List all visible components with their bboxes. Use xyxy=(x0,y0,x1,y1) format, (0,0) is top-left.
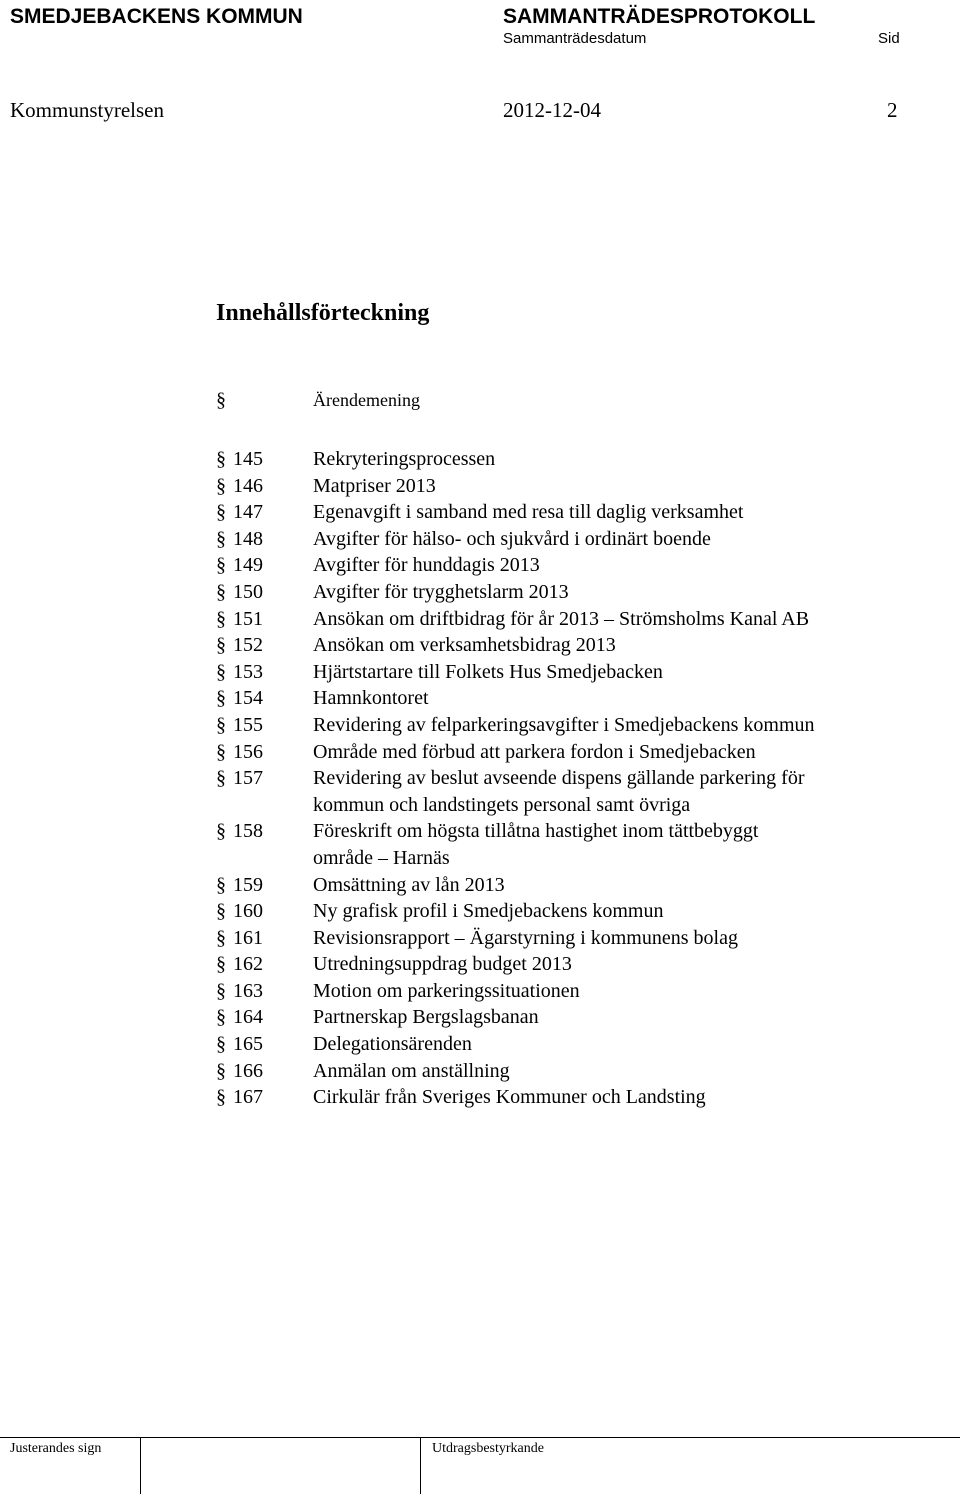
section-symbol: § xyxy=(216,448,226,470)
toc-item-number: 152 xyxy=(233,634,263,657)
toc-item xyxy=(216,1031,916,1058)
toc-item-number: 161 xyxy=(233,926,263,949)
toc-item xyxy=(216,1084,916,1111)
toc-item-title: Anmälan om anställning xyxy=(313,1059,510,1082)
section-symbol: § xyxy=(216,580,226,603)
toc-item-number: 147 xyxy=(233,501,263,524)
toc-item-title: Ny grafisk profil i Smedjebackens kommun xyxy=(313,900,664,923)
toc-item-number: 166 xyxy=(233,1059,263,1082)
section-symbol: § xyxy=(216,1006,226,1029)
section-symbol: § xyxy=(216,554,226,577)
toc-item-title: Hamnkontoret xyxy=(313,687,429,710)
toc-item xyxy=(216,872,916,899)
section-symbol: § xyxy=(216,820,226,843)
toc-item xyxy=(216,446,916,473)
toc-item xyxy=(216,898,916,925)
section-symbol: § xyxy=(216,527,226,550)
section-symbol: § xyxy=(216,389,226,411)
section-symbol: § xyxy=(216,1086,226,1109)
section-symbol: § xyxy=(216,660,226,683)
toc-item xyxy=(216,659,916,686)
toc-item-title: Partnerskap Bergslagsbanan xyxy=(313,1006,539,1029)
toc-item xyxy=(216,765,916,818)
toc-item-number: 163 xyxy=(233,979,263,1002)
toc-item-number: 155 xyxy=(233,713,263,736)
footer-column-divider xyxy=(140,1437,141,1494)
toc-item xyxy=(216,951,916,978)
toc-item-title: Motion om parkeringssituationen xyxy=(313,979,580,1002)
toc-item-title: område – Harnäs xyxy=(313,846,450,869)
section-symbol: § xyxy=(216,873,226,896)
section-symbol: § xyxy=(216,767,226,790)
toc-item xyxy=(216,606,916,633)
toc-item-number: 162 xyxy=(233,953,263,976)
section-symbol: § xyxy=(216,607,226,630)
toc-item-title: Revidering av beslut avseende dispens gällande parkering för xyxy=(313,767,805,790)
section-symbol: § xyxy=(216,926,226,949)
toc-item xyxy=(216,925,916,952)
toc-item-title: Rekryteringsprocessen xyxy=(313,448,496,470)
toc-item-title: Delegationsärenden xyxy=(313,1033,472,1056)
toc-item xyxy=(216,685,916,712)
section-symbol: § xyxy=(216,713,226,736)
toc-item-title: Område med förbud att parkera fordon i Smedjebacken xyxy=(313,740,756,763)
toc-column-header: Ärendemening xyxy=(313,390,420,410)
meeting-date: 2012-12-04 xyxy=(503,98,601,122)
toc-item xyxy=(216,499,916,526)
toc-item-number: 154 xyxy=(233,687,263,710)
toc-item xyxy=(216,818,916,871)
toc-item xyxy=(216,739,916,766)
toc-item-title: Avgifter för trygghetslarm 2013 xyxy=(313,580,569,603)
toc-item-number: 158 xyxy=(233,820,263,843)
toc-item xyxy=(216,632,916,659)
toc-item-number: 146 xyxy=(233,474,263,497)
toc-column-header-row xyxy=(216,387,916,413)
toc-item-number: 150 xyxy=(233,580,263,603)
section-symbol: § xyxy=(216,900,226,923)
toc-item-number: 160 xyxy=(233,900,263,923)
toc-item-title: kommun och landstingets personal samt övriga xyxy=(313,793,691,816)
signature-footer xyxy=(0,1437,960,1494)
toc-item-number: 149 xyxy=(233,554,263,577)
toc-item-number: 167 xyxy=(233,1086,263,1109)
justerandes-sign-label: Justerandes sign xyxy=(10,1441,102,1456)
toc-item-title: Avgifter för hunddagis 2013 xyxy=(313,554,540,577)
section-symbol: § xyxy=(216,501,226,524)
toc-item-number: 159 xyxy=(233,873,263,896)
municipality-name: SMEDJEBACKENS KOMMUN xyxy=(10,5,303,28)
toc-item xyxy=(216,1004,916,1031)
meeting-date-label: Sammanträdesdatum xyxy=(503,30,647,47)
toc-item-number: 156 xyxy=(233,740,263,763)
toc-item xyxy=(216,526,916,553)
document-type: SAMMANTRÄDESPROTOKOLL xyxy=(503,5,816,28)
toc-item xyxy=(216,579,916,606)
toc-item-title: Ansökan om verksamhetsbidrag 2013 xyxy=(313,634,616,657)
toc-item-title: Egenavgift i samband med resa till daglig verksamhet xyxy=(313,501,744,524)
utdragsbestyrkande-label: Utdragsbestyrkande xyxy=(432,1441,544,1456)
page-number: 2 xyxy=(887,98,898,122)
toc-items xyxy=(216,446,916,1111)
toc-item-number: 145 xyxy=(233,448,263,470)
footer-column-divider xyxy=(420,1437,421,1494)
toc-item-title: Cirkulär från Sveriges Kommuner och Landsting xyxy=(313,1086,706,1109)
toc-item-title: Ansökan om driftbidrag för år 2013 – Strömsholms Kanal AB xyxy=(313,607,810,630)
toc-item-number: 164 xyxy=(233,1006,263,1029)
section-symbol: § xyxy=(216,687,226,710)
section-symbol: § xyxy=(216,634,226,657)
section-symbol: § xyxy=(216,953,226,976)
footer-divider xyxy=(0,1437,960,1438)
toc-item-title: Hjärtstartare till Folkets Hus Smedjebacken xyxy=(313,660,663,683)
page-label: Sid xyxy=(878,30,900,47)
toc-item-number: 151 xyxy=(233,607,263,630)
section-symbol: § xyxy=(216,474,226,497)
toc-item-number: 153 xyxy=(233,660,263,683)
toc-item-title: Omsättning av lån 2013 xyxy=(313,873,505,896)
toc-item-number: 157 xyxy=(233,767,263,790)
toc-item-title: Föreskrift om högsta tillåtna hastighet inom tättbebyggt xyxy=(313,820,759,843)
toc-item xyxy=(216,1058,916,1085)
toc-item-title: Matpriser 2013 xyxy=(313,474,436,497)
toc-list xyxy=(216,387,916,1111)
section-symbol: § xyxy=(216,1033,226,1056)
toc-item-title: Utredningsuppdrag budget 2013 xyxy=(313,953,572,976)
section-symbol: § xyxy=(216,979,226,1002)
toc-item-number: 165 xyxy=(233,1033,263,1056)
toc-item xyxy=(216,712,916,739)
toc-item-number: 148 xyxy=(233,527,263,550)
section-symbol: § xyxy=(216,740,226,763)
toc-item-title: Revisionsrapport – Ägarstyrning i kommunens bolag xyxy=(313,926,738,949)
section-symbol: § xyxy=(216,1059,226,1082)
toc-title: Innehållsförteckning xyxy=(216,300,430,326)
toc-item xyxy=(216,473,916,500)
committee-name: Kommunstyrelsen xyxy=(10,98,164,122)
toc-item-title: Avgifter för hälso- och sjukvård i ordinärt boende xyxy=(313,527,711,550)
toc-item xyxy=(216,978,916,1005)
toc-item xyxy=(216,552,916,579)
toc-item-title: Revidering av felparkeringsavgifter i Smedjebackens kommun xyxy=(313,713,815,736)
